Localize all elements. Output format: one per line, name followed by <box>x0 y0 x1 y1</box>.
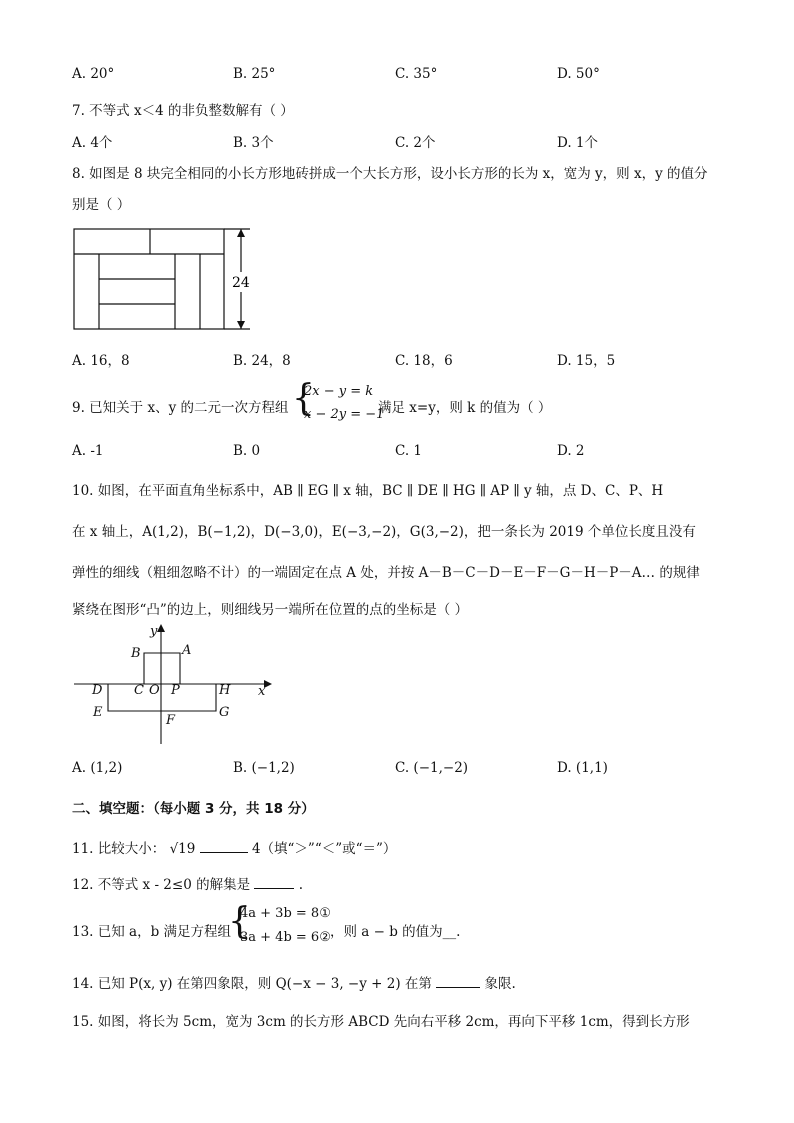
q11-stem <box>72 837 396 857</box>
system-brace: { <box>228 901 251 942</box>
q13-equation-2: 3a + 4b = 6② <box>240 930 331 945</box>
bottom-rectangle <box>108 684 216 711</box>
answer-blank[interactable] <box>200 840 248 853</box>
label-b: B <box>131 646 141 661</box>
option-a: A. 16，8 <box>72 353 130 369</box>
q9-prefix: 9. 已知关于 x、y 的二元一次方程组 <box>72 400 289 416</box>
q14-suffix: 象限. <box>484 976 516 992</box>
q8-options <box>72 349 752 369</box>
q10-options <box>72 760 752 780</box>
answer-blank[interactable] <box>254 876 294 889</box>
option-d: D. (1,1) <box>557 760 608 776</box>
option-a: A. -1 <box>72 443 104 459</box>
q8-stem-line2: 别是（ ） <box>72 197 131 213</box>
q10-stem-line1: 10. 如图，在平面直角坐标系中，AB ∥ EG ∥ x 轴，BC ∥ DE ∥ HG ∥ AP ∥ y 轴，点 D、C、P、H <box>72 483 664 499</box>
option-a: A. (1,2) <box>72 760 123 776</box>
option-d: D. 15，5 <box>557 353 616 369</box>
q7-options <box>72 131 752 151</box>
label-g: G <box>219 705 230 720</box>
option-b: B. (−1,2) <box>233 760 295 776</box>
q10-stem-line3: 弹性的细线（粗细忽略不计）的一端固定在点 A 处，并按 A－B－C－D－E－F－G－H－P－A… 的规律 <box>72 565 700 581</box>
option-a: A. 20° <box>72 66 115 82</box>
label-y: y <box>150 624 158 639</box>
option-a: A. 4个 <box>72 135 113 151</box>
section-heading: 二、填空题：（每小题 3 分，共 18 分） <box>72 801 315 817</box>
q13-suffix: ，则 a − b 的值为__. <box>330 924 461 940</box>
option-c: C. 18，6 <box>395 353 453 369</box>
option-d: D. 1个 <box>557 135 599 151</box>
option-c: C. 35° <box>395 66 438 82</box>
q8-tile-figure <box>70 224 270 334</box>
label-c: C <box>134 683 144 698</box>
q11-prefix: 11. 比较大小： <box>72 841 166 857</box>
q10-stem-line4: 紧绕在图形“凸”的边上，则细线另一端所在位置的点的坐标是（ ） <box>72 602 469 618</box>
system-brace: { <box>292 378 315 419</box>
option-d: D. 2 <box>557 443 585 459</box>
label-f: F <box>166 713 176 728</box>
top-rectangle <box>144 653 180 684</box>
label-e: E <box>93 705 103 720</box>
q10-coordinate-figure <box>70 620 280 748</box>
label-o: O <box>149 683 160 698</box>
option-b: B. 24，8 <box>233 353 291 369</box>
q12-prefix: 12. 不等式 x - 2≤0 的解集是 <box>72 877 251 893</box>
q9-equation-2: x − 2y = −1 <box>304 407 385 422</box>
q13-prefix: 13. 已知 a，b 满足方程组 <box>72 924 232 940</box>
q15-stem-line1: 15. 如图，将长为 5cm，宽为 3cm 的长方形 ABCD 先向右平移 2cm，再向下平移 1cm，得到长方形 <box>72 1014 690 1030</box>
q14-stem <box>72 972 516 992</box>
dimension-label: 24 <box>232 275 250 291</box>
q10-stem-line2: 在 x 轴上，A(1,2)，B(−1,2)，D(−3,0)，E(−3,−2)，G(3,−2)，把一条长为 2019 个单位长度且没有 <box>72 524 696 540</box>
label-p: P <box>171 683 180 698</box>
q9-suffix: 满足 x=y，则 k 的值为（ ） <box>378 400 552 416</box>
q13-equation-1: 4a + 3b = 8① <box>240 906 331 921</box>
q11-sqrt: √19 <box>169 841 196 857</box>
option-d: D. 50° <box>557 66 600 82</box>
q6-options <box>72 66 752 86</box>
q11-suffix: 4（填“＞”“＜”或“＝”） <box>251 841 397 857</box>
q9-options <box>72 443 752 463</box>
answer-blank[interactable] <box>436 975 480 988</box>
q9-equation-1: 2x − y = k <box>304 384 374 399</box>
option-c: C. 1 <box>395 443 423 459</box>
option-b: B. 3个 <box>233 135 274 151</box>
label-a: A <box>182 643 192 658</box>
q7-stem: 7. 不等式 x＜4 的非负整数解有（ ） <box>72 103 294 119</box>
label-x: x <box>258 684 266 699</box>
q12-stem <box>72 873 303 893</box>
option-b: B. 25° <box>233 66 276 82</box>
label-d: D <box>92 683 103 698</box>
q14-prefix: 14. 已知 P(x, y) 在第四象限，则 Q(−x − 3, −y + 2) 在第 <box>72 976 432 992</box>
option-b: B. 0 <box>233 443 261 459</box>
option-c: C. (−1,−2) <box>395 760 469 776</box>
option-c: C. 2个 <box>395 135 436 151</box>
label-h: H <box>219 683 231 698</box>
q12-suffix: . <box>298 877 303 893</box>
q8-stem-line1: 8. 如图是 8 块完全相同的小长方形地砖拼成一个大长方形，设小长方形的长为 x，宽为 y，则 x，y 的值分 <box>72 166 708 182</box>
